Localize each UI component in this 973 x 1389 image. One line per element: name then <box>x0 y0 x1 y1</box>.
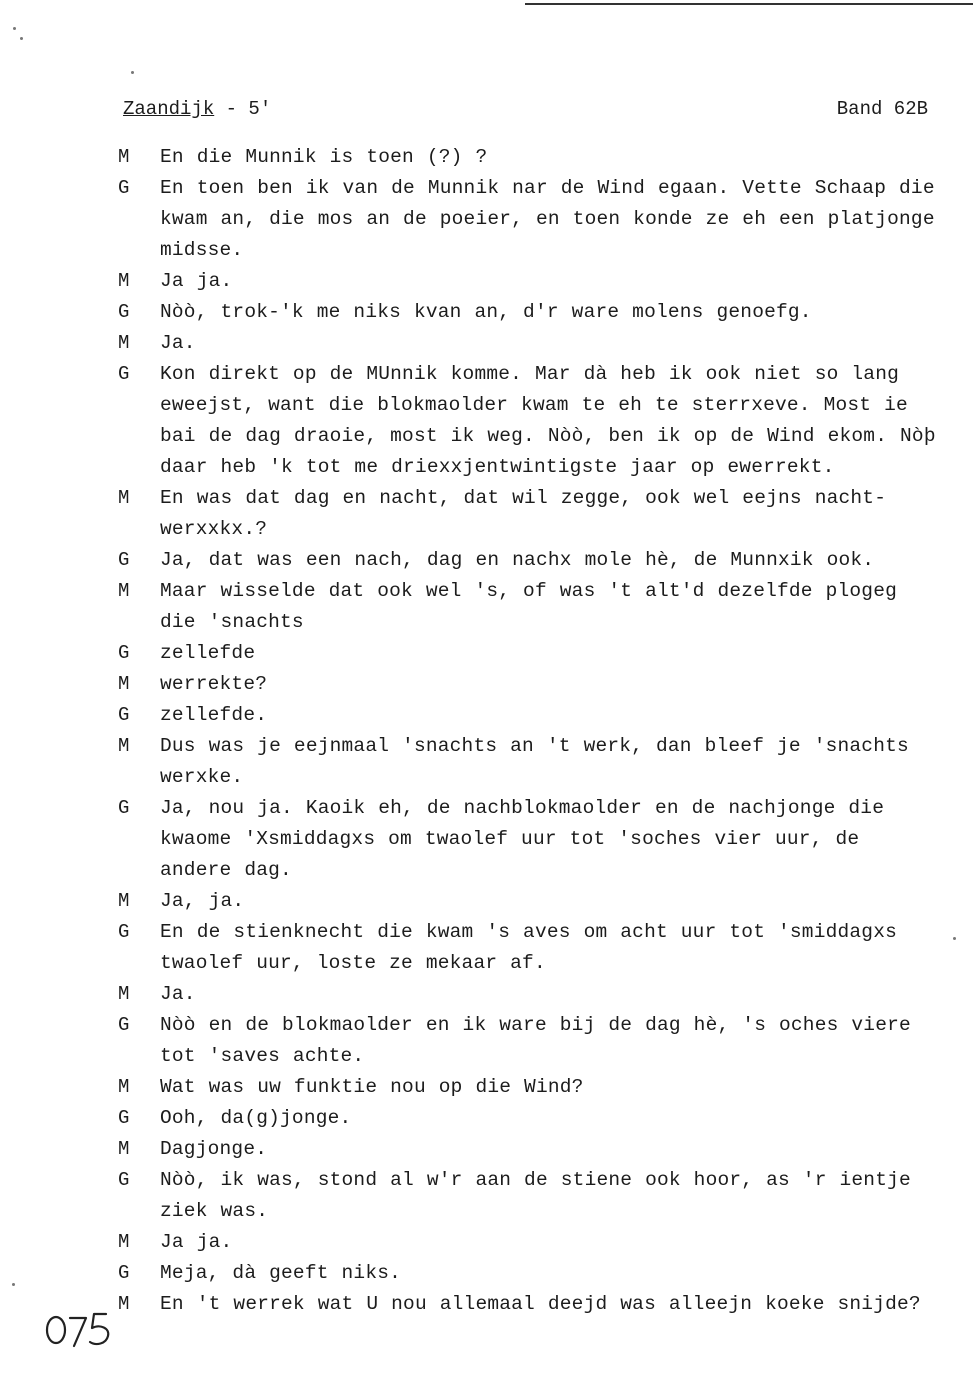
speaker-label: G <box>118 363 130 385</box>
header-left <box>123 96 271 122</box>
utterance-text: Ja. <box>160 983 196 1005</box>
utterance-text: Nòò en de blokmaolder en ik ware bij de dag hè, 's oches viere tot 'saves achte. <box>160 1014 911 1067</box>
speaker-label: M <box>118 146 130 168</box>
page-number: - 5' <box>214 98 272 120</box>
speaker-label: M <box>118 580 130 602</box>
transcript-turn <box>118 886 948 917</box>
utterance-text: Ja, nou ja. Kaoik eh, de nachblokmaolder en de nachjonge die kwaome 'Xsmiddagxs om twaolef uur tot 'soches vier uur, de andere dag. <box>160 797 885 881</box>
speaker-label: M <box>118 332 130 354</box>
utterance-text: Nòò, ik was, stond al w'r aan de stiene ook hoor, as 'r ientje ziek was. <box>160 1169 911 1222</box>
page-header <box>123 96 928 122</box>
utterance-text: Ja ja. <box>160 1231 233 1253</box>
utterance-text: Ja ja. <box>160 270 233 292</box>
handwritten-page-mark <box>44 1308 114 1348</box>
speaker-label: G <box>118 301 130 323</box>
transcript-turn <box>118 793 948 886</box>
utterance-text: En toen ben ik van de Munnik nar de Wind egaan. Vette Schaap die kwam an, die mos an de poeier, en toen konde ze eh een platjonge midsse. <box>160 177 935 261</box>
transcript-turn <box>118 576 948 638</box>
speaker-label: M <box>118 890 130 912</box>
transcript <box>118 142 948 1320</box>
speaker-label: G <box>118 704 130 726</box>
speaker-label: M <box>118 673 130 695</box>
transcript-turn <box>118 328 948 359</box>
utterance-text: Maar wisselde dat ook wel 's, of was 't alt'd dezelfde plogeg die 'snachts <box>160 580 898 633</box>
transcript-turn <box>118 483 948 545</box>
utterance-text: Dagjonge. <box>160 1138 268 1160</box>
speaker-label: G <box>118 1262 130 1284</box>
utterance-text: En was dat dag en nacht, dat wil zegge, ook wel eejns nacht-werxxkx.? <box>160 487 887 540</box>
speaker-label: M <box>118 1293 130 1315</box>
transcript-turn <box>118 1010 948 1072</box>
speaker-label: G <box>118 1107 130 1129</box>
speaker-label: M <box>118 1138 130 1160</box>
transcript-turn <box>118 1165 948 1227</box>
transcript-turn <box>118 359 948 483</box>
transcript-turn <box>118 297 948 328</box>
paper-speck <box>20 37 23 40</box>
speaker-label: G <box>118 921 130 943</box>
utterance-text: Ja. <box>160 332 196 354</box>
speaker-label: M <box>118 983 130 1005</box>
utterance-text: Nòò, trok-'k me niks kvan an, d'r ware molens genoefg. <box>160 301 812 323</box>
utterance-text: Ja, ja. <box>160 890 245 912</box>
speaker-label: G <box>118 549 130 571</box>
band-label: Band 62B <box>836 98 928 120</box>
speaker-label: M <box>118 487 130 509</box>
utterance-text: Ja, dat was een nach, dag en nachx mole hè, de Munnxik ook. <box>160 549 875 571</box>
speaker-label: M <box>118 735 130 757</box>
utterance-text: Dus was je eejnmaal 'snachts an 't werk, dan bleef je 'snachts werxke. <box>160 735 909 788</box>
transcript-turn <box>118 545 948 576</box>
transcript-turn <box>118 731 948 793</box>
paper-speck <box>13 27 16 30</box>
transcript-turn <box>118 1103 948 1134</box>
speaker-label: M <box>118 1076 130 1098</box>
transcript-turn <box>118 700 948 731</box>
transcript-turn <box>118 669 948 700</box>
paper-speck <box>131 71 134 74</box>
transcript-turn <box>118 1072 948 1103</box>
transcript-turn <box>118 917 948 979</box>
top-rule <box>525 3 973 5</box>
transcript-turn <box>118 266 948 297</box>
transcript-turn <box>118 1134 948 1165</box>
transcript-turn <box>118 638 948 669</box>
transcript-turn <box>118 1289 948 1320</box>
speaker-label: G <box>118 177 130 199</box>
transcript-turn <box>118 1227 948 1258</box>
document-title: Zaandijk <box>123 98 215 120</box>
speaker-label: G <box>118 1014 130 1036</box>
utterance-text: Ooh, da(g)jonge. <box>160 1107 352 1129</box>
utterance-text: zellefde <box>160 642 256 664</box>
transcript-turn <box>118 142 948 173</box>
utterance-text: En 't werrek wat U nou allemaal deejd was alleejn koeke snijde? <box>160 1293 921 1315</box>
paper-speck <box>12 1283 15 1286</box>
speaker-label: G <box>118 1169 130 1191</box>
utterance-text: werrekte? <box>160 673 268 695</box>
speaker-label: G <box>118 642 130 664</box>
paper-speck <box>953 937 956 940</box>
utterance-text: Kon direkt op de MUnnik komme. Mar dà heb ik ook niet so lang eweejst, want die blokmaolder kwam te eh te sterrxeve. Most ie bai de dag draoie, most ik weg. Nòò, ben ik op de Wind ekom. Nòþ daar heb 'k tot me driexxjentwintigste jaar op ewerrekt. <box>160 363 936 478</box>
utterance-text: zellefde. <box>160 704 268 726</box>
speaker-label: M <box>118 270 130 292</box>
utterance-text: Wat was uw funktie nou op die Wind? <box>160 1076 584 1098</box>
transcript-turn <box>118 979 948 1010</box>
transcript-turn <box>118 173 948 266</box>
speaker-label: M <box>118 1231 130 1253</box>
transcript-turn <box>118 1258 948 1289</box>
utterance-text: Meja, dà geeft niks. <box>160 1262 402 1284</box>
utterance-text: En die Munnik is toen (?) ? <box>160 146 488 168</box>
utterance-text: En de stienknecht die kwam 's aves om acht uur tot 'smiddagxs twaolef uur, loste ze mekaar af. <box>160 921 898 974</box>
speaker-label: G <box>118 797 130 819</box>
